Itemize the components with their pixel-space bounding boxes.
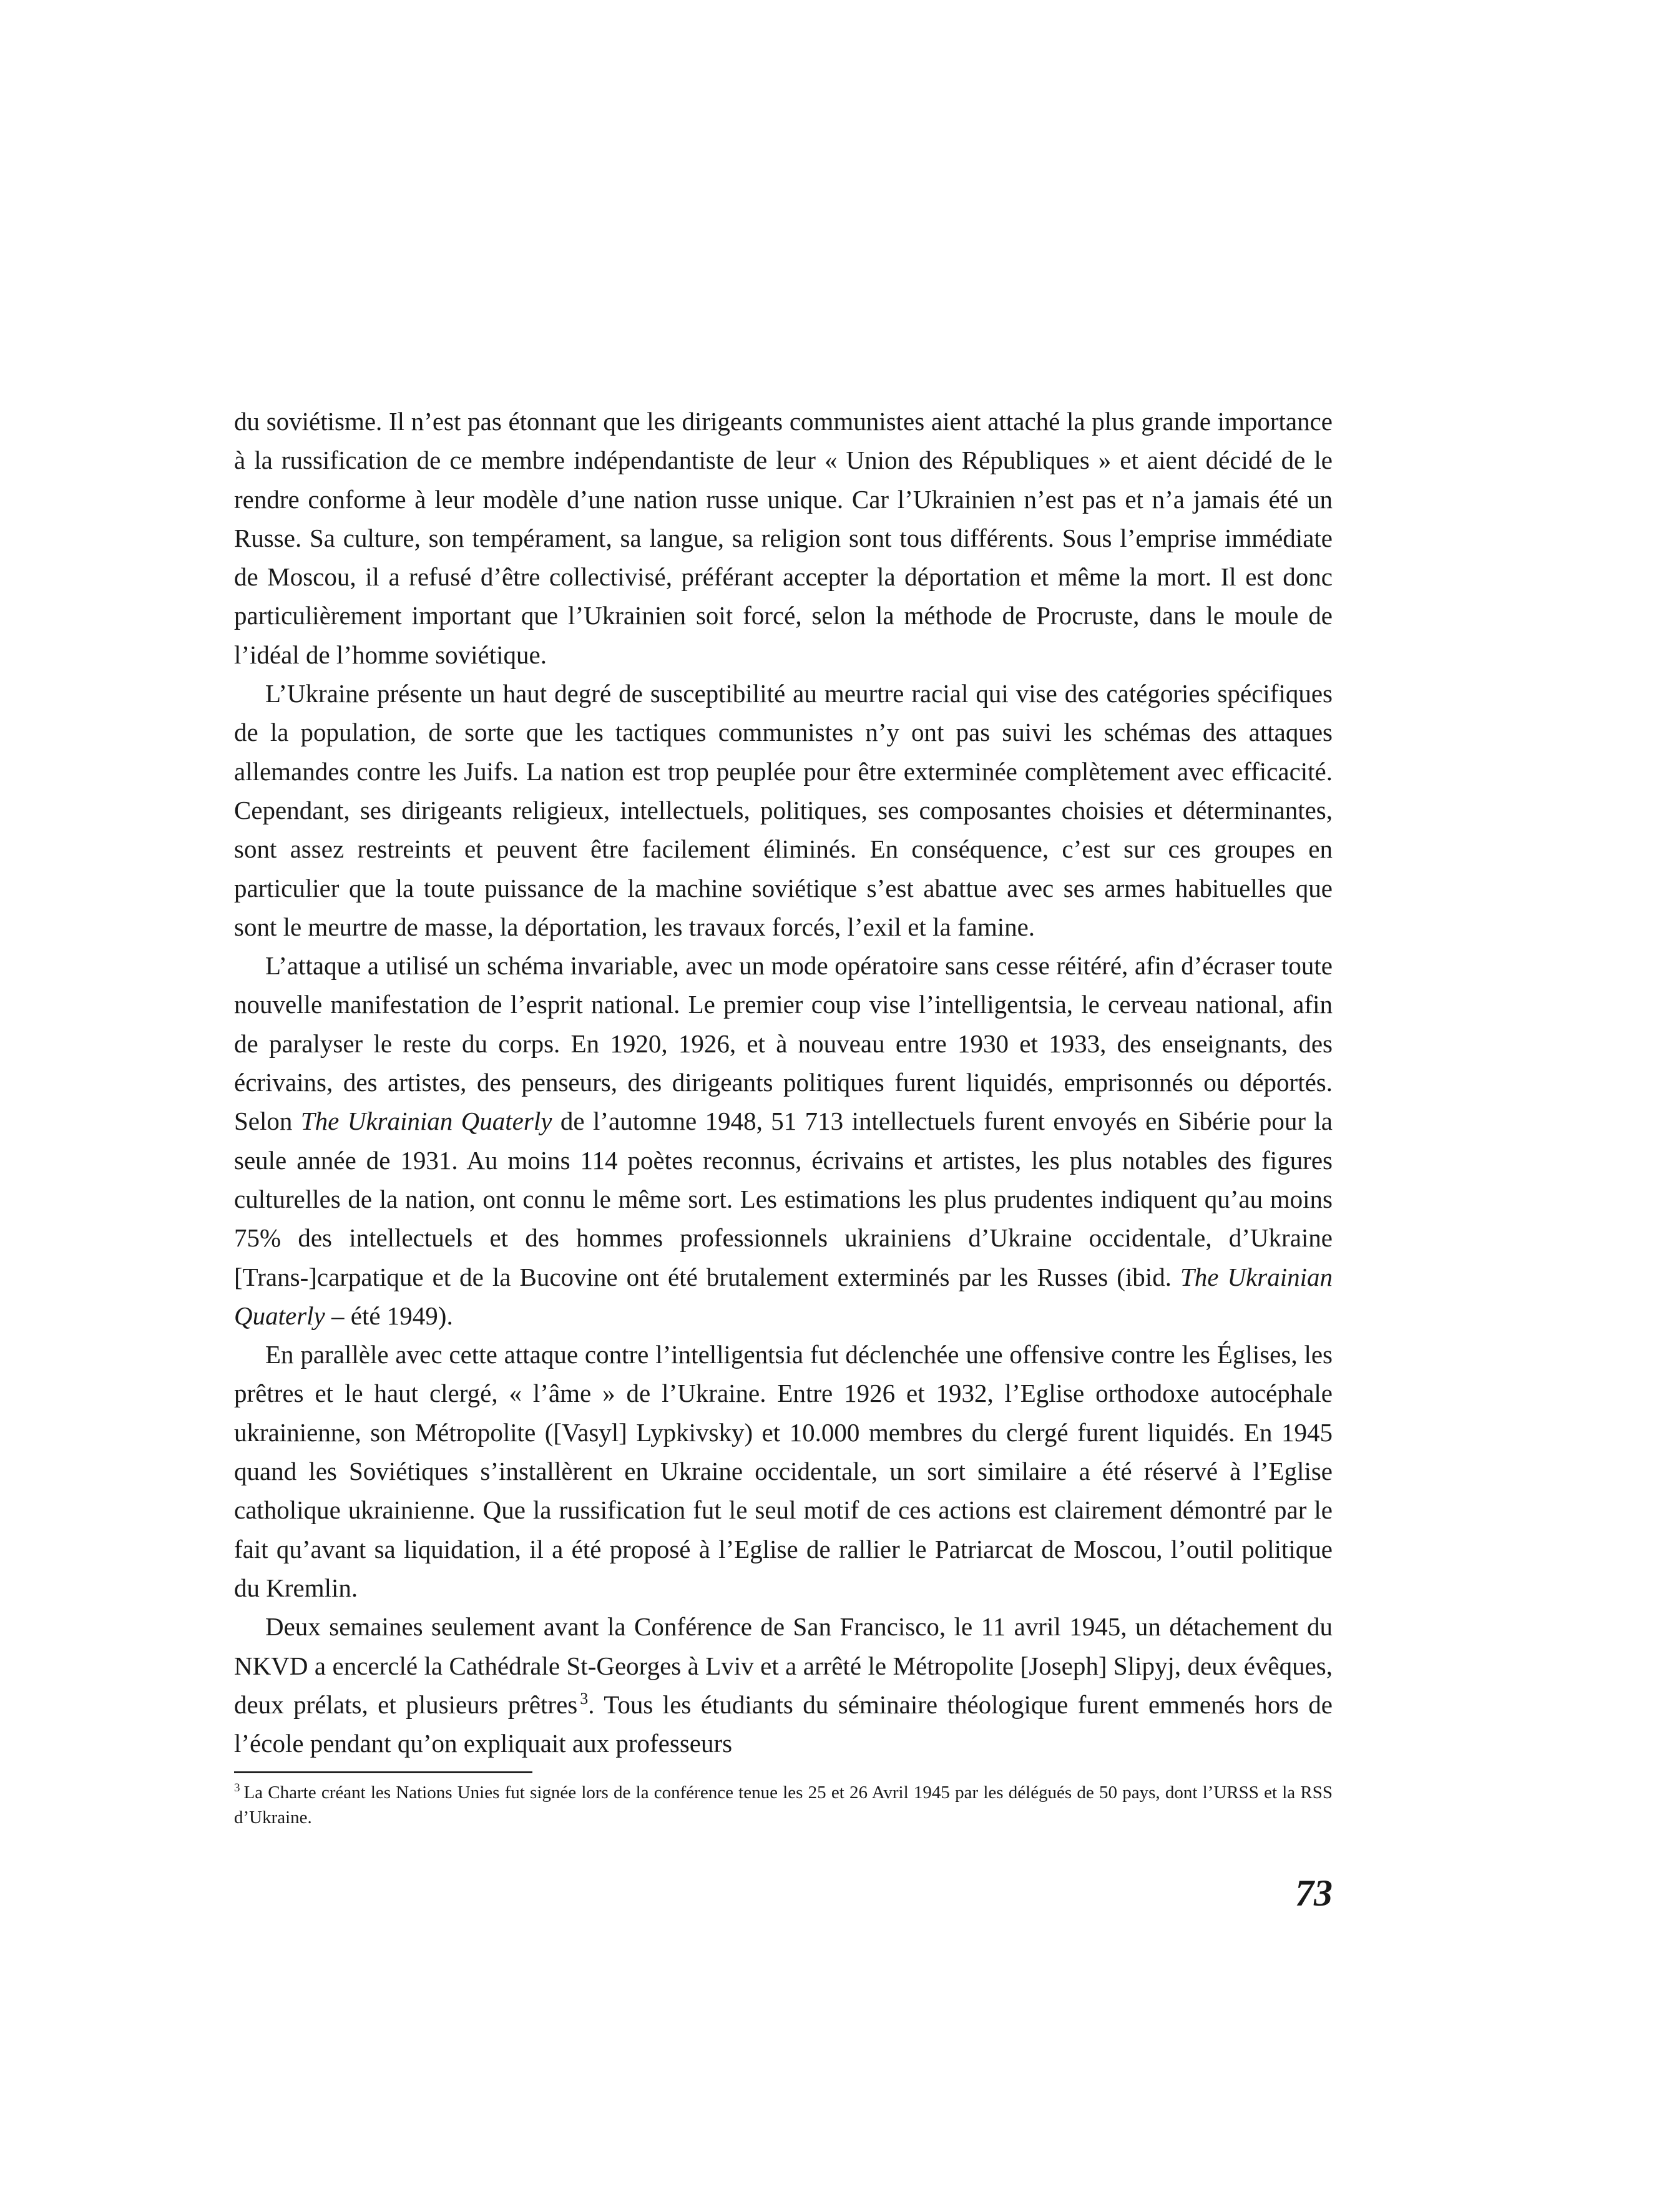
page-number: 73 [1295,1872,1333,1914]
footnote-divider [234,1771,532,1773]
paragraph-5-text-b: . Tous les étudiants du séminaire théologique furent emmenés hors de l’école pendant qu’on expliquait aux professeurs [234,1690,1333,1758]
paragraph-3-text-b: de l’automne 1948, 51 713 intellectuels furent envoyés en Sibérie pour la seule année de 1931. Au moins 114 poètes reconnus, écrivains et artistes, les plus notables des figures culturelles de la nation, ont connu le même sort. Les estimations les plus prudentes indiquent qu’au moins 75% des intellectuels et des hommes professionnels ukrainiens d’Ukraine occidentale, d’Ukraine [Trans-]carpatique et de la Bucovine ont été brutalement exterminés par les Russes (ibid. [234,1107,1333,1291]
paragraph-1-text: du soviétisme. Il n’est pas étonnant que les dirigeants communistes aient attaché la plus grande importance à la russification de ce membre indépendantiste de leur « Union des Républiques » et aient décidé de le rendre conforme à leur modèle d’une nation russe unique. Car l’Ukrainien n’est pas et n’a jamais été un Russe. Sa culture, son tempérament, sa langue, sa religion sont tous différents. Sous l’emprise immédiate de Moscou, il a refusé d’être collectivisé, préférant accepter la déportation et même la mort. Il est donc particulièrement important que l’Ukrainien soit forcé, selon la méthode de Procruste, dans le moule de l’idéal de l’homme soviétique. [234,407,1333,669]
paragraph-4 [234,1335,1333,1607]
paragraph-5 [234,1607,1333,1763]
paragraph-3-text-a: L’attaque a utilisé un schéma invariable, avec un mode opératoire sans cesse réitéré, afin d’écraser toute nouvelle manifestation de l’esprit national. Le premier coup vise l’intelligentsia, le cerveau national, afin de paralyser le reste du corps. En 1920, 1926, et à nouveau entre 1930 et 1933, des enseignants, des écrivains, des artistes, des penseurs, des dirigeants politiques furent liquidés, emprisonnés ou déportés. Selon [234,951,1333,1136]
paragraph-4-text: En parallèle avec cette attaque contre l’intelligentsia fut déclenchée une offensive contre les Églises, les prêtres et le haut clergé, « l’âme » de l’Ukraine. Entre 1926 et 1932, l’Eglise orthodoxe autocéphale ukrainienne, son Métropolite ([Vasyl] Lypkivsky) et 10.000 membres du clergé furent liquidés. En 1945 quand les Soviétiques s’installèrent en Ukraine occidentale, un sort similaire a été réservé à l’Eglise catholique ukrainienne. Que la russification fut le seul motif de ces actions est clairement démontré par le fait qu’avant sa liquidation, il a été proposé à l’Eglise de rallier le Patriarcat de Moscou, l’outil politique du Kremlin. [234,1340,1333,1602]
paragraph-1 [234,402,1333,674]
footnote-number: 3 [234,1781,240,1795]
paragraph-3 [234,946,1333,1335]
body-text [234,402,1333,1763]
footnote [234,1780,1333,1830]
journal-title-italic: The Ukrainian Quaterly [300,1107,552,1136]
paragraph-5-text-a: Deux semaines seulement avant la Conférence de San Francisco, le 11 avril 1945, un détachement du NKVD a encerclé la Cathédrale St-Georges à Lviv et a arrêté le Métropolite [Joseph] Slipyj, deux évêques, deux prélats, et plusieurs prêtres [234,1612,1333,1719]
journal-title-italic: The Ukrainian Quaterly [234,1262,1333,1330]
paragraph-2-text: L’Ukraine présente un haut degré de susceptibilité au meurtre racial qui vise des catégories spécifiques de la population, de sorte que les tactiques communistes n’y ont pas suivi les schémas des attaques allemandes contre les Juifs. La nation est trop peuplée pour être exterminée complètement avec efficacité. Cependant, ses dirigeants religieux, intellectuels, politiques, ses composantes choisies et déterminantes, sont assez restreints et peuvent être facilement éliminés. En conséquence, c’est sur ces groupes en particulier que la toute puissance de la machine soviétique s’est abattue avec ses armes habituelles que sont le meurtre de masse, la déportation, les travaux forcés, l’exil et la famine. [234,679,1333,941]
paragraph-3-text-c: – été 1949). [325,1301,453,1330]
paragraph-2 [234,674,1333,946]
footnote-reference[interactable]: 3 [580,1690,589,1708]
footnote-text: La Charte créant les Nations Unies fut signée lors de la conférence tenue les 25 et 26 Avril 1945 par les délégués de 50 pays, dont l’URSS et la RSS d’Ukraine. [234,1783,1333,1828]
